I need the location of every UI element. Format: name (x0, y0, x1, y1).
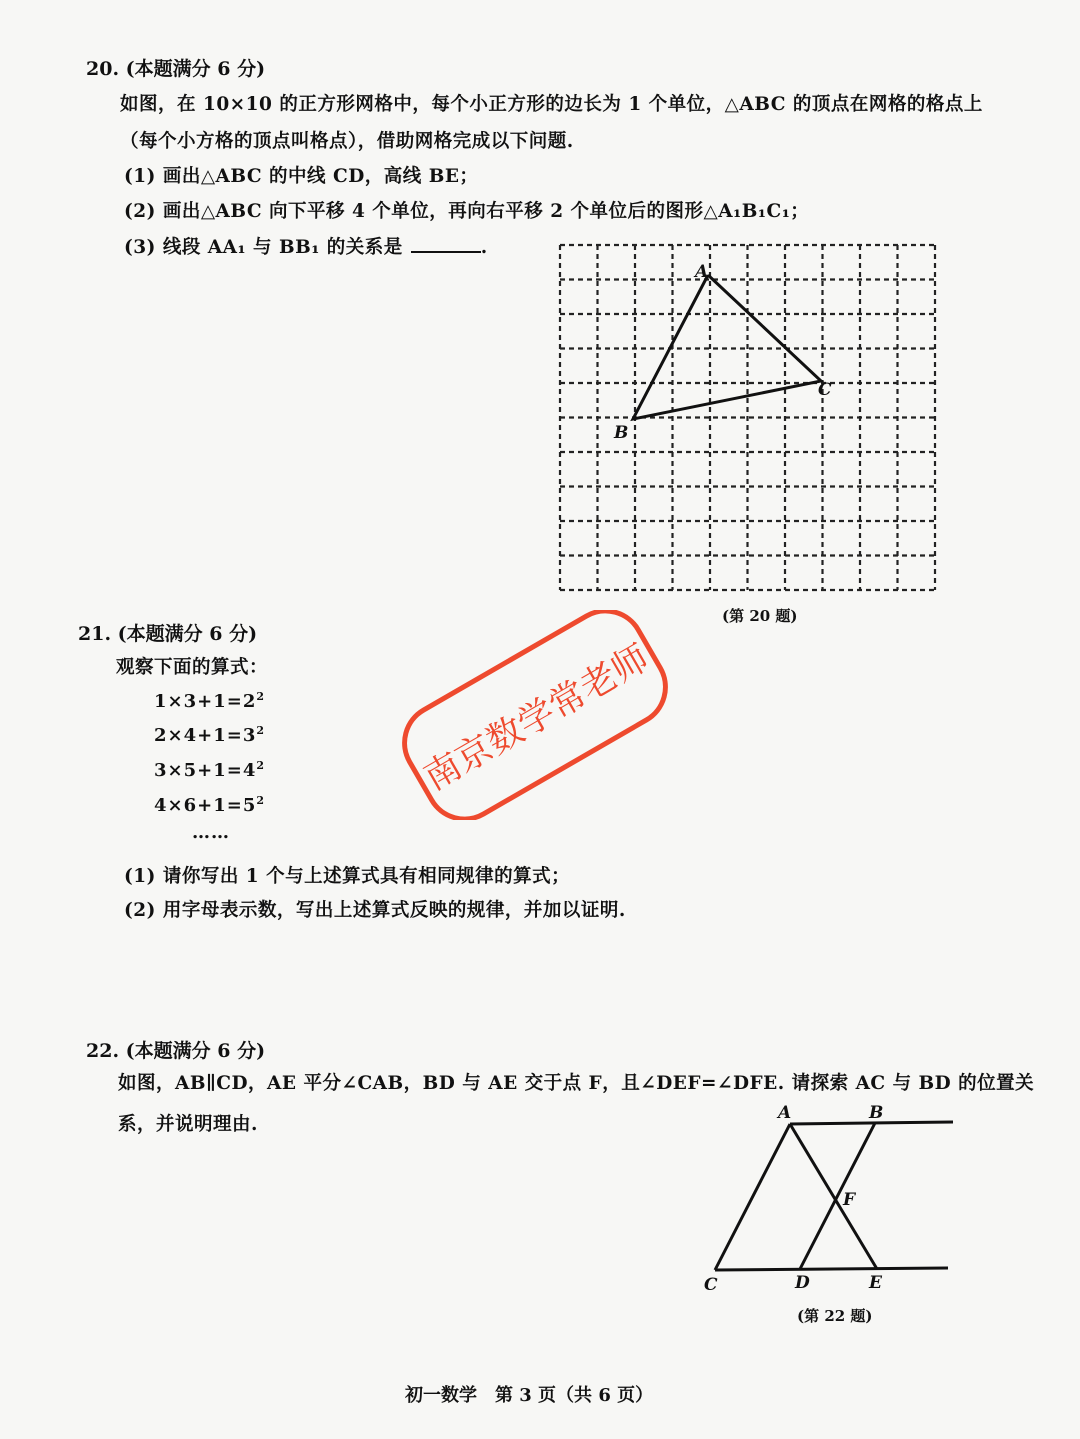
q21-header: 21. (本题满分 6 分) (78, 623, 258, 645)
stamp-text: 南京数学常老师 (417, 637, 657, 799)
triangle-abc-edges (633, 275, 821, 419)
q21-part2: (2) 用字母表示数，写出上述算式反映的规律，并加以证明. (124, 900, 626, 921)
page-footer: 初一数学 第 3 页（共 6 页） (405, 1385, 654, 1406)
equation-4 (154, 794, 265, 816)
square-grid (560, 245, 935, 590)
q20-part3 (124, 233, 488, 259)
point-label-d: D (795, 1273, 810, 1293)
q20-intro-line1: 如图，在 10×10 的正方形网格中，每个小正方形的边长为 1 个单位，△ABC 的顶点在网格的格点上 (120, 94, 983, 115)
vertex-label-c: C (818, 380, 832, 400)
equation-2-text: 2×4+1=3 (154, 725, 257, 746)
q22-figure (695, 1098, 965, 1298)
point-label-a: A (778, 1103, 792, 1123)
triangle-abc (633, 275, 821, 419)
line-cd (715, 1268, 948, 1270)
equation-1-text: 1×3+1=2 (154, 691, 257, 712)
q21-part1: (1) 请你写出 1 个与上述算式具有相同规律的算式； (124, 866, 571, 887)
q22-figure-caption: (第 22 题) (797, 1307, 873, 1325)
equation-4-text: 4×6+1=5 (154, 795, 257, 816)
parallel-lines-figure (715, 1122, 953, 1270)
q22-header: 22. (本题满分 6 分) (86, 1040, 266, 1062)
equation-ellipsis: …… (192, 822, 230, 843)
vertex-label-b: B (614, 423, 629, 443)
q20-part3-text: (3) 线段 AA₁ 与 BB₁ 的关系是 (124, 237, 403, 258)
q22-line2: 系，并说明理由. (118, 1114, 258, 1135)
equation-4-exponent: 2 (256, 794, 265, 807)
q20-header: 20. (本题满分 6 分) (86, 58, 266, 80)
point-label-e: E (869, 1273, 882, 1293)
watermark-stamp (385, 610, 685, 820)
equation-2 (154, 724, 265, 746)
q20-part1: (1) 画出△ABC 的中线 CD，高线 BE； (124, 166, 479, 187)
equation-1 (154, 690, 265, 712)
q20-part3-end: . (480, 237, 488, 258)
q20-grid-figure (550, 235, 945, 600)
segment-ac (715, 1124, 790, 1270)
q22-line1: 如图，AB∥CD，AE 平分∠CAB，BD 与 AE 交于点 F，且∠DEF=∠DFE. 请探索 AC 与 BD 的位置关 (118, 1073, 1035, 1094)
answer-blank (411, 237, 481, 253)
q20-figure-caption: (第 20 题) (722, 607, 798, 625)
vertex-label-a: A (695, 262, 709, 282)
point-label-c: C (704, 1275, 718, 1295)
point-label-f: F (843, 1190, 856, 1210)
equation-3-exponent: 2 (256, 759, 265, 772)
q20-intro-line2: （每个小方格的顶点叫格点），借助网格完成以下问题. (120, 131, 574, 152)
q20-part2: (2) 画出△ABC 向下平移 4 个单位，再向右平移 2 个单位后的图形△A₁B₁C₁； (124, 201, 810, 222)
equation-3-text: 3×5+1=4 (154, 760, 257, 781)
q21-intro: 观察下面的算式： (116, 657, 269, 678)
equation-2-exponent: 2 (256, 724, 265, 737)
point-label-b: B (869, 1103, 884, 1123)
equation-1-exponent: 2 (256, 690, 265, 703)
equation-3 (154, 759, 265, 781)
